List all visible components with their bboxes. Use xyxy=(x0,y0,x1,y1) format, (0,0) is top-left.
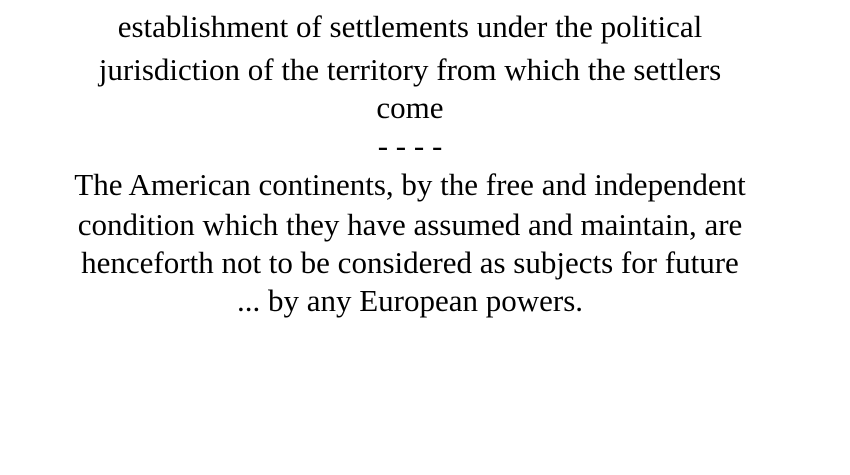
separator: - - - - xyxy=(377,128,443,163)
quote-line-3: henceforth not to be considered as subjects for future xyxy=(81,245,739,280)
quote-line-4: ... by any European powers. xyxy=(236,283,584,318)
definition-line-2: jurisdiction of the territory from which the settlers xyxy=(98,52,722,87)
quote-line-2: condition which they have assumed and maintain, are xyxy=(77,207,743,242)
definition-line-1: establishment of settlements under the political xyxy=(117,9,703,44)
definition-line-3: come xyxy=(376,90,444,125)
quote-line-1: The American continents, by the free and independent xyxy=(74,167,746,202)
